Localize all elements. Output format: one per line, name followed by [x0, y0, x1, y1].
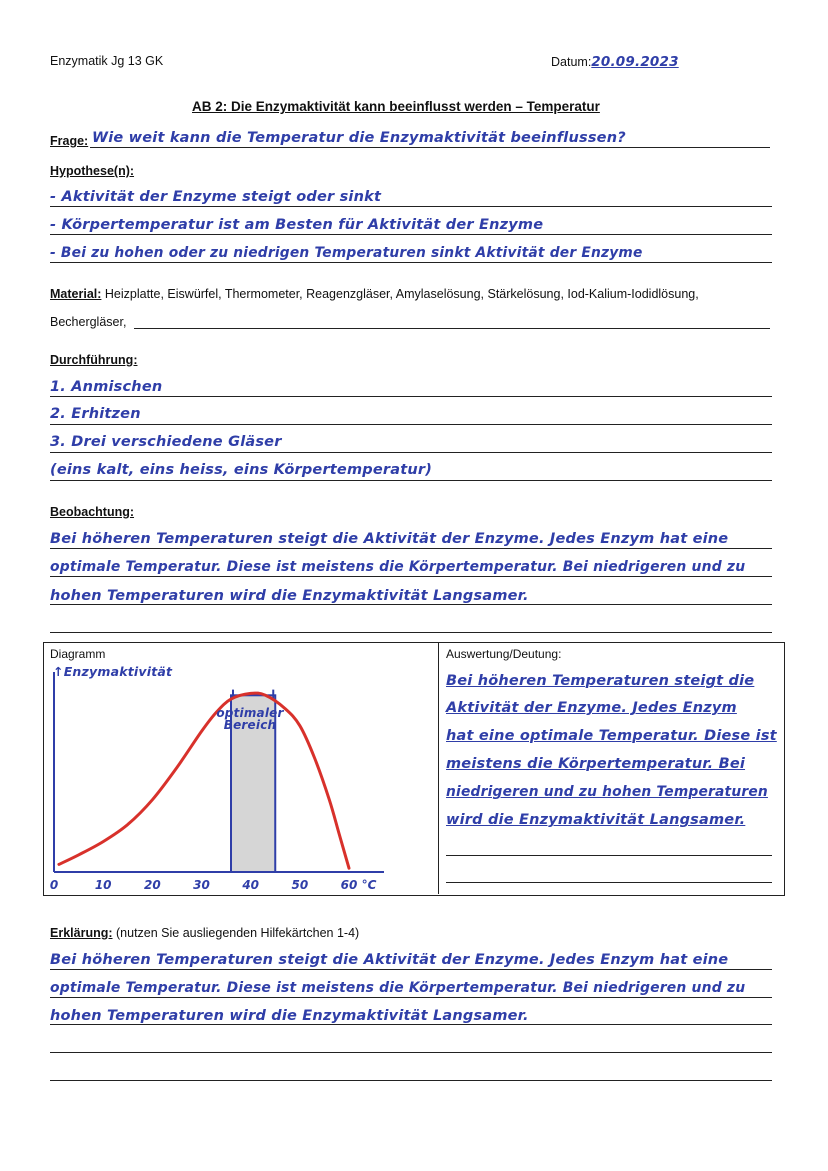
beobachtung-rule-2 [50, 576, 772, 577]
beobachtung-label: Beobachtung: [50, 505, 135, 519]
diagram-label: Diagramm [50, 647, 106, 661]
beobachtung-line-1: Bei höheren Temperaturen steigt die Aktivität der Enzyme. Jedes Enzym hat eine [50, 531, 729, 547]
beobachtung-rule-4 [50, 632, 772, 633]
x-tick-label-10: 10 [94, 878, 112, 892]
hypothese-line-3: - Bei zu hohen oder zu niedrigen Temperaturen sinkt Aktivität der Enzyme [50, 245, 643, 261]
durchfuehrung-label: Durchführung: [50, 353, 138, 367]
worksheet-title: AB 2: Die Enzymaktivität kann beeinflusst werden – Temperatur [192, 99, 600, 114]
durchfuehrung-rule-1 [50, 396, 772, 397]
auswertung-line-3: hat eine optimale Temperatur. Diese ist [446, 728, 777, 744]
durchfuehrung-line-3: 3. Drei verschiedene Gläser [50, 434, 282, 450]
auswertung-line-5: niedrigeren und zu hohen Temperaturen [446, 784, 768, 800]
frage-line [90, 147, 770, 148]
durchfuehrung-line-2: 2. Erhitzen [50, 406, 141, 422]
erklaerung-line-2: optimale Temperatur. Diese ist meistens die Körpertemperatur. Bei niedrigeren und zu [50, 980, 746, 996]
durchfuehrung-line-4: (eins kalt, eins heiss, eins Körpertemperatur) [50, 462, 433, 478]
durchfuehrung-rule-2 [50, 424, 772, 425]
beobachtung-line-3: hohen Temperaturen wird die Enzymaktivität Langsamer. [50, 588, 529, 604]
erklaerung-header [50, 926, 359, 940]
auswertung-line-1: Bei höheren Temperaturen steigt die [446, 673, 755, 689]
x-tick-label-40: 40 [242, 878, 260, 892]
erklaerung-rule-4 [50, 1052, 772, 1053]
auswertung-rule-2 [446, 882, 772, 883]
material-label: Material: [50, 287, 102, 301]
material-text-2: Bechergläser, [50, 315, 127, 329]
material-rule [134, 328, 770, 329]
activity-curve [59, 693, 349, 868]
frage-label: Frage: [50, 134, 89, 148]
auswertung-line-4: meistens die Körpertemperatur. Bei [446, 756, 746, 772]
date-label-text: Datum: [551, 55, 592, 69]
auswertung-rule-1 [446, 855, 772, 856]
hypothese-rule-3 [50, 262, 772, 263]
beobachtung-rule-3 [50, 604, 772, 605]
x-tick-label-0: 0 [49, 878, 59, 892]
chart-y-label-text: Enzymaktivität [63, 664, 173, 679]
course-label: Enzymatik Jg 13 GK [50, 54, 164, 68]
material-line-1 [50, 287, 699, 301]
hypothese-line-2: - Körpertemperatur ist am Besten für Aktivität der Enzyme [50, 217, 544, 233]
erklaerung-label: Erklärung: [50, 926, 113, 940]
date-label [551, 54, 679, 70]
temperature-chart [44, 660, 437, 893]
beobachtung-rule-1 [50, 548, 772, 549]
erklaerung-rule-2 [50, 997, 772, 998]
x-unit-label: °C [361, 878, 377, 892]
erklaerung-hint: (nutzen Sie ausliegenden Hilfekärtchen 1-4) [116, 926, 360, 940]
auswertung-label: Auswertung/Deutung: [446, 647, 562, 661]
date-value: 20.09.2023 [591, 54, 679, 70]
optimal-region-label [210, 706, 290, 732]
auswertung-line-6: wird die Enzymaktivität Langsamer. [446, 812, 746, 828]
hypothese-line-1: - Aktivität der Enzyme steigt oder sinkt [50, 189, 382, 205]
material-text-1: Heizplatte, Eiswürfel, Thermometer, Reagenzgläser, Amylaselösung, Stärkelösung, Iod-Kalium-Iodidlösung, [104, 287, 699, 301]
beobachtung-line-2: optimale Temperatur. Diese ist meistens die Körpertemperatur. Bei niedrigeren und zu [50, 559, 746, 575]
frage-answer: Wie weit kann die Temperatur die Enzymaktivität beeinflussen? [92, 130, 626, 146]
hypothese-rule-2 [50, 234, 772, 235]
erklaerung-rule-5 [50, 1080, 772, 1081]
hypothese-label: Hypothese(n): [50, 164, 135, 178]
erklaerung-line-3: hohen Temperaturen wird die Enzymaktivität Langsamer. [50, 1008, 529, 1024]
x-tick-label-50: 50 [291, 878, 309, 892]
x-tick-label-20: 20 [143, 878, 161, 892]
optimal-region-label-1: optimaler [216, 706, 284, 720]
erklaerung-rule-1 [50, 969, 772, 970]
erklaerung-line-1: Bei höheren Temperaturen steigt die Aktivität der Enzyme. Jedes Enzym hat eine [50, 952, 729, 968]
x-tick-label-60: 60 [340, 878, 358, 892]
x-tick-label-30: 30 [193, 878, 210, 892]
diagram-divider [438, 642, 439, 894]
durchfuehrung-rule-4 [50, 480, 772, 481]
optimal-region-label-2: Bereich [223, 718, 277, 732]
durchfuehrung-rule-3 [50, 452, 772, 453]
erklaerung-rule-3 [50, 1024, 772, 1025]
auswertung-line-2: Aktivität der Enzyme. Jedes Enzym [446, 700, 737, 716]
hypothese-rule-1 [50, 206, 772, 207]
chart-y-label: ↑Enzymaktivität [53, 664, 173, 679]
durchfuehrung-line-1: 1. Anmischen [50, 379, 163, 395]
